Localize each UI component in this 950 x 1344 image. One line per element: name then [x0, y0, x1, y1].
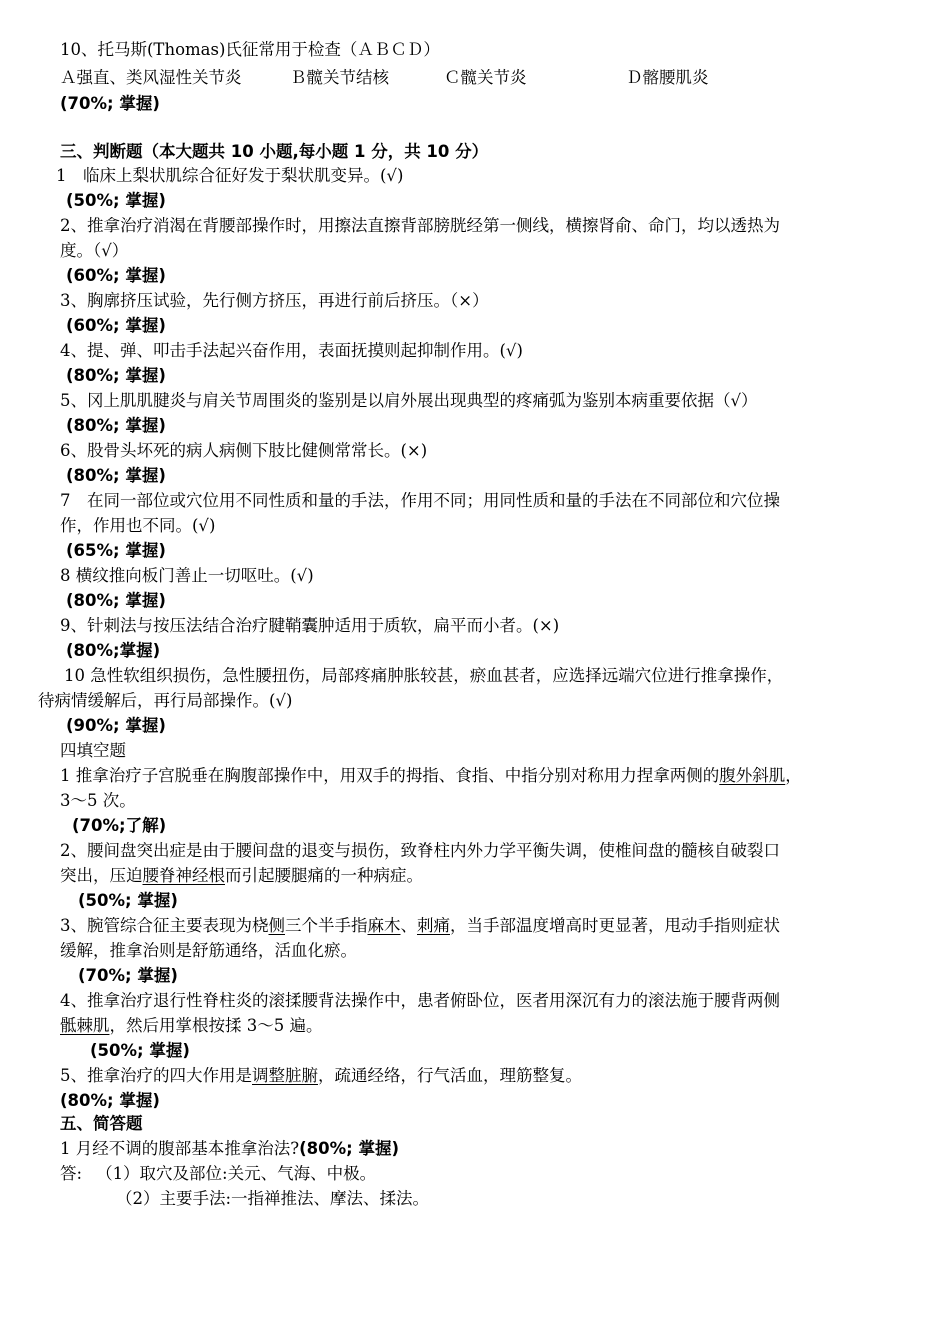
judge-item-9: 9、针刺法与按压法结合治疗腱鞘囊肿适用于质软，扁平而小者。(×) — [60, 616, 560, 635]
q10-stem: 10、托马斯(Thomas)氏征常用于检查（ＡＢＣＤ） — [60, 40, 440, 59]
fill-item-3-cont: 缓解，推拿治则是舒筋通络，活血化瘀。 — [60, 941, 357, 960]
fill-item-5-text: 5、推拿治疗的四大作用是 — [60, 1066, 252, 1085]
fill-item-1-text: 1 推拿治疗子宫脱垂在胸腹部操作中，用双手的拇指、食指、中指分别对称用力捏拿两侧的 — [60, 766, 720, 785]
section4-title: 四填空题 — [60, 741, 126, 760]
fill-tag-2: (50%; 掌握) — [78, 891, 178, 910]
judge-item-7: 7 在同一部位或穴位用不同性质和量的手法，作用不同；用同性质和量的手法在不同部位和穴位操 — [60, 491, 780, 510]
q10-option-a: Ａ强直、类风湿性关节炎 — [60, 68, 242, 87]
judge-tag-3: (60%; 掌握) — [66, 316, 166, 335]
short-answer-q1-text: 1 月经不调的腹部基本推拿治法? — [60, 1139, 300, 1158]
fill-item-5-tail: ，疏通经络，行气活血，理筋整复。 — [318, 1066, 582, 1085]
judge-item-3: 3、胸廓挤压试验，先行侧方挤压，再进行前后挤压。（×） — [60, 291, 489, 310]
q10-option-c: Ｃ髋关节炎 — [444, 68, 527, 87]
section3-title: 三、判断题（本大题共 10 小题,每小题 1 分，共 10 分） — [60, 142, 489, 161]
fill-item-2: 2、腰间盘突出症是由于腰间盘的退变与损伤，致脊柱内外力学平衡失调，使椎间盘的髓核自破裂口 — [60, 841, 780, 860]
fill-item-3-text-b: 三个半手指 — [285, 916, 368, 935]
fill-answer-3b: 麻木 — [367, 916, 401, 935]
fill-answer-1: 腹外斜肌 — [719, 766, 786, 785]
fill-answer-3c: 刺痛 — [417, 916, 450, 935]
judge-item-1: 1 临床上梨状肌综合征好发于梨状肌变异。(√) — [56, 166, 404, 185]
judge-item-2-cont: 度。（√） — [60, 241, 129, 260]
fill-answer-5: 调整脏腑 — [252, 1066, 318, 1085]
fill-item-1-cont: 3～5 次。 — [60, 791, 136, 810]
fill-tag-5: (80%; 掌握) — [60, 1091, 160, 1110]
fill-item-4-cont — [60, 1014, 323, 1038]
fill-item-2-tail: 而引起腰腿痛的一种病症。 — [225, 866, 423, 885]
short-answer-q1 — [60, 1137, 399, 1161]
fill-item-2-cont — [60, 864, 423, 888]
fill-item-3 — [60, 914, 780, 938]
judge-tag-10: (90%; 掌握) — [66, 716, 166, 735]
judge-tag-6: (80%; 掌握) — [66, 466, 166, 485]
fill-item-3-text-d: ，当手部温度增高时更显著，甩动手指则症状 — [450, 916, 780, 935]
fill-item-1-punct: ， — [785, 766, 802, 785]
q10-tag: (70%; 掌握) — [60, 94, 160, 113]
judge-item-8: 8 横纹推向板门善止一切呕吐。(√) — [60, 566, 314, 585]
fill-answer-2: 腰脊神经根 — [142, 866, 225, 885]
judge-tag-9: (80%;掌握) — [66, 641, 161, 660]
fill-item-4: 4、推拿治疗退行性脊柱炎的滚揉腰背法操作中，患者俯卧位，医者用深沉有力的滚法施于腰背两侧 — [60, 991, 780, 1010]
answer-label: 答: — [60, 1164, 83, 1183]
judge-item-10-cont: 待病情缓解后，再行局部操作。(√) — [38, 691, 293, 710]
fill-item-5 — [60, 1064, 582, 1088]
judge-tag-8: (80%; 掌握) — [66, 591, 166, 610]
judge-tag-5: (80%; 掌握) — [66, 416, 166, 435]
answer-part-1: （1）取穴及部位:关元、气海、中极。 — [96, 1164, 377, 1183]
answer-part-2: （2）主要手法:一指禅推法、摩法、揉法。 — [116, 1189, 430, 1208]
judge-item-4: 4、提、弹、叩击手法起兴奋作用，表面抚摸则起抑制作用。(√) — [60, 341, 523, 360]
fill-item-3-text-c: 、 — [400, 916, 417, 935]
fill-item-3-text-a: 3、腕管综合征主要表现为桡 — [60, 916, 269, 935]
judge-tag-7: (65%; 掌握) — [66, 541, 166, 560]
judge-item-7-cont: 作，作用也不同。(√) — [60, 516, 216, 535]
fill-tag-1: (70%;了解) — [72, 816, 167, 835]
fill-item-2-text: 突出，压迫 — [60, 866, 143, 885]
answer-line-1 — [60, 1162, 376, 1186]
judge-item-5: 5、冈上肌肌腱炎与肩关节周围炎的鉴别是以肩外展出现典型的疼痛弧为鉴别本病重要依据（√） — [60, 391, 758, 410]
fill-item-1 — [60, 764, 802, 788]
fill-item-4-tail: ，然后用掌根按揉 3～5 遍。 — [109, 1016, 323, 1035]
judge-tag-2: (60%; 掌握) — [66, 266, 166, 285]
fill-answer-4: 骶棘肌 — [60, 1016, 110, 1035]
q10-option-d: Ｄ髂腰肌炎 — [626, 68, 709, 87]
judge-tag-4: (80%; 掌握) — [66, 366, 166, 385]
section5-title: 五、简答题 — [60, 1114, 143, 1133]
judge-tag-1: (50%; 掌握) — [66, 191, 166, 210]
short-answer-q1-tag: (80%; 掌握) — [299, 1139, 400, 1158]
judge-item-10: 10 急性软组织损伤，急性腰扭伤，局部疼痛肿胀较甚，瘀血甚者，应选择远端穴位进行推拿操作， — [64, 666, 784, 685]
fill-tag-3: (70%; 掌握) — [78, 966, 178, 985]
judge-item-6: 6、股骨头坏死的病人病侧下肢比健侧常常长。(×) — [60, 441, 428, 460]
fill-tag-4: (50%; 掌握) — [90, 1041, 190, 1060]
fill-answer-3a: 侧 — [268, 916, 285, 935]
q10-option-b: Ｂ髋关节结核 — [290, 68, 389, 87]
judge-item-2: 2、推拿治疗消渴在背腰部操作时，用擦法直擦背部膀胱经第一侧线，横擦肾俞、命门，均以透热为 — [60, 216, 780, 235]
